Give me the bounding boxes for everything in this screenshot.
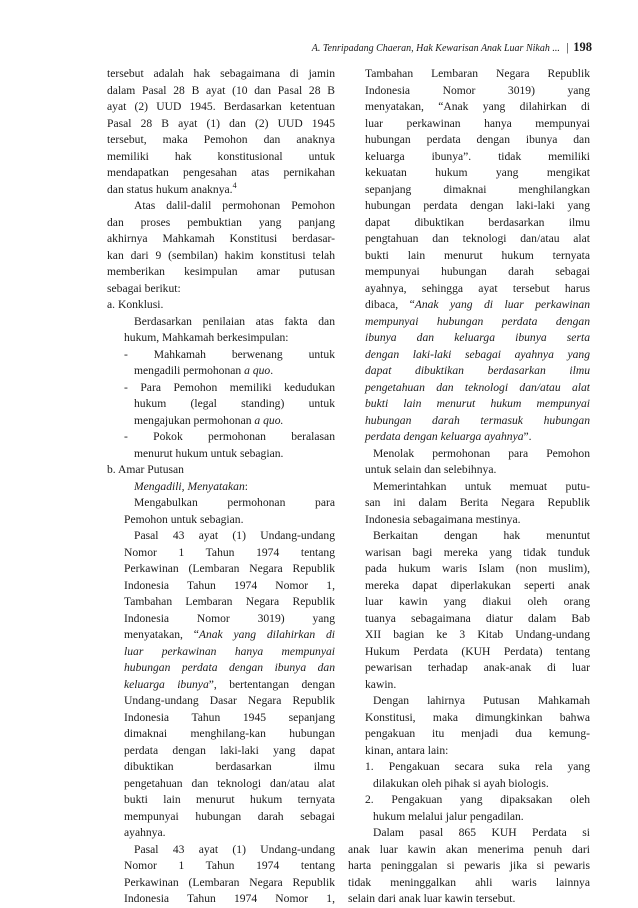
- text-line: [107, 528, 335, 545]
- text-segment: Undang-undang Dasar Negara Republik: [124, 694, 335, 707]
- text-segment: pada hukum waris Islam (non muslim),: [365, 562, 590, 575]
- text-segment: luar perkawinan hanya mempunyai: [365, 116, 590, 130]
- text-line: [348, 759, 590, 776]
- text-segment: luar perkawinan hanya mempunyai: [124, 644, 335, 658]
- text-segment: Dalam pasal 865 KUH Perdata si: [373, 826, 590, 839]
- text-line: [348, 149, 590, 166]
- text-line: [348, 809, 590, 826]
- text-segment: Anak yang dilahirkan di: [198, 628, 335, 641]
- text-line: [107, 215, 335, 232]
- text-line: [348, 116, 590, 133]
- text-line: [348, 644, 590, 661]
- text-segment: ”.: [523, 430, 532, 443]
- text-line: [107, 627, 335, 644]
- text-segment: kawin.: [365, 677, 397, 691]
- text-segment: Menolak permohonan para Pemohon: [373, 446, 590, 460]
- text-segment: a quo: [244, 364, 271, 377]
- text-segment: sepanjang dimaknai menghilangkan: [365, 182, 590, 196]
- text-segment: dan status hukum anaknya.: [107, 182, 233, 196]
- text-segment: hubungan darah termasuk hubungan: [365, 413, 590, 427]
- text-line: [107, 429, 335, 446]
- text-line: [348, 429, 590, 446]
- text-segment: mengadili permohonan: [134, 364, 245, 377]
- text-segment: Indonesia Nomor 3019) yang: [365, 83, 590, 97]
- text-segment: pengetahuan dan teknologi dan/atau alat: [124, 776, 335, 790]
- text-line: [107, 479, 335, 496]
- text-segment: - Mahkamah berwenang untuk: [124, 347, 335, 361]
- text-segment: bukti lain menurut hukum ternyata: [365, 248, 590, 262]
- text-segment: dalam Pasal 28 B ayat (10 dan Pasal 28 B: [107, 83, 335, 97]
- text-line: [348, 528, 590, 545]
- text-segment: XII bagian ke 3 Kitab Undang-undang: [365, 628, 590, 641]
- text-line: [107, 644, 335, 661]
- text-line: [348, 380, 590, 397]
- text-segment: mempunyai hubungan darah sebagai: [124, 809, 335, 823]
- text-segment: Mengadili, Menyatakan: [134, 479, 245, 493]
- text-segment: menurut hukum untuk sebagian.: [134, 446, 284, 460]
- text-line: [348, 875, 590, 892]
- text-segment: dimaknai menghilang-kan hubungan: [124, 727, 335, 740]
- text-segment: memiliki hak konstitusional untuk: [107, 149, 335, 163]
- running-header: [108, 40, 592, 56]
- text-line: [348, 363, 590, 380]
- text-segment: mendapatkan pengesahan atas pernikahan: [107, 166, 335, 179]
- text-line: [348, 578, 590, 595]
- text-line: [107, 165, 335, 182]
- text-segment: Hukum Perdata (KUH Perdata) tentang: [365, 644, 590, 658]
- text-segment: Berkaitan dengan hak menuntut: [373, 529, 590, 542]
- text-segment: Anak yang di luar perkawinan: [414, 298, 590, 311]
- text-line: [107, 611, 335, 628]
- text-line: [107, 792, 335, 809]
- text-segment: perdata dengan laki-laki yang dapat: [124, 743, 335, 757]
- text-line: [348, 512, 590, 529]
- text-line: [107, 858, 335, 875]
- text-segment: Pasal 43 ayat (1) Undang-undang: [134, 842, 335, 856]
- text-segment: mempunyai hubungan perdata dengan: [365, 314, 590, 328]
- text-segment: - Para Pemohon memiliki kedudukan: [124, 380, 335, 394]
- text-line: [348, 446, 590, 463]
- text-line: [348, 611, 590, 628]
- text-segment: Pasal 43 ayat (1) Undang-undang: [134, 529, 335, 542]
- text-segment: dibuktikan berdasarkan ilmu: [124, 760, 335, 773]
- text-line: [348, 413, 590, 430]
- text-segment: mempunyai hubungan darah sebagai: [365, 265, 590, 278]
- text-line: [348, 776, 590, 793]
- text-line: [348, 182, 590, 199]
- text-line: [107, 248, 335, 265]
- text-segment: tersebut adalah hak sebagaimana di jamin: [107, 67, 335, 80]
- text-segment: tersebut, maka Pemohon dan anaknya: [107, 133, 335, 146]
- text-segment: .: [270, 364, 274, 377]
- text-segment: menyatakan, “Anak yang dilahirkan di: [365, 100, 590, 113]
- text-line: [348, 314, 590, 331]
- text-segment: perdata dengan keluarga ayahnya: [365, 430, 524, 443]
- text-line: [107, 363, 335, 380]
- text-segment: luar kawin yang diakui oleh orang: [365, 595, 590, 608]
- text-line: [107, 891, 335, 908]
- text-line: [348, 479, 590, 496]
- text-segment: bukti lain menurut hukum ternyata: [124, 793, 335, 806]
- text-line: [107, 545, 335, 562]
- text-line: [348, 743, 590, 760]
- text-segment: hukum melalui jalur pengadilan.: [373, 809, 524, 823]
- left-column: [107, 66, 335, 908]
- text-line: [107, 396, 335, 413]
- text-segment: ayat (2) UUD 1945. Berdasarkan ketentuan: [107, 100, 335, 113]
- header-author: A. Tenripadang Chaeran,: [311, 43, 414, 54]
- text-line: [107, 677, 335, 694]
- text-segment: Pasal 28 B ayat (1) dan (2) UUD 1945: [107, 116, 335, 130]
- text-line: [348, 545, 590, 562]
- text-segment: ayahnya, sehingga ayat tersebut harus: [365, 281, 590, 295]
- text-segment: 1. Pengakuan secara suka rela yang: [365, 760, 590, 773]
- text-segment: Indonesia Tahun 1945 sepanjang: [124, 710, 335, 724]
- text-segment: Indonesia Nomor 3019) yang: [124, 611, 335, 625]
- text-segment: Nomor 1 Tahun 1974 tentang: [124, 545, 335, 559]
- text-line: [348, 677, 590, 694]
- text-segment: warisan bagi mereka yang tidak tunduk: [365, 545, 590, 559]
- text-segment: dengan laki-laki sebagai ayahnya yang: [365, 347, 590, 361]
- text-line: [348, 215, 590, 232]
- text-segment: Tambahan Lembaran Negara Republik: [365, 67, 590, 80]
- text-segment: Indonesia sebagaimana mestinya.: [365, 512, 521, 526]
- text-line: [348, 347, 590, 364]
- text-segment: dapat dibuktikan berdasarkan ilmu: [365, 364, 590, 377]
- text-segment: - Pokok permohonan beralasan: [124, 430, 335, 443]
- text-segment: dilakukan oleh pihak si ayah biologis.: [373, 776, 549, 790]
- text-line: [107, 149, 335, 166]
- text-segment: Indonesia Tahun 1974 Nomor 1,: [124, 892, 335, 905]
- text-line: [348, 281, 590, 298]
- text-line: [107, 116, 335, 133]
- text-segment: keluarga ibunya”. tidak memiliki: [365, 149, 590, 163]
- text-line: [107, 726, 335, 743]
- text-line: [107, 380, 335, 397]
- text-line: [107, 297, 335, 314]
- text-segment: hubungan perdata dengan ibunya dan: [124, 661, 335, 674]
- text-segment: Dengan lahirnya Putusan Mahkamah: [373, 694, 590, 707]
- page-number: 198: [573, 40, 592, 54]
- text-line: [107, 875, 335, 892]
- text-line: [107, 512, 335, 529]
- text-line: [348, 165, 590, 182]
- text-segment: Tambahan Lembaran Negara Republik: [124, 595, 335, 608]
- text-line: [107, 660, 335, 677]
- text-segment: keluarga ibunya: [124, 677, 209, 691]
- header-article-title: Hak Kewarisan Anak Luar Nikah ...: [416, 43, 560, 54]
- text-segment: akhirnya Mahkamah Konstitusi berdasar-: [107, 232, 335, 245]
- text-line: [348, 297, 590, 314]
- text-line: [107, 594, 335, 611]
- text-line: [348, 693, 590, 710]
- text-line: [348, 248, 590, 265]
- text-line: [348, 66, 590, 83]
- text-line: [348, 792, 590, 809]
- text-segment: pengtahuan dan teknologi dan/atau alat: [365, 232, 590, 245]
- text-segment: Pemohon untuk sebagian.: [124, 512, 244, 526]
- text-line: [348, 825, 590, 842]
- text-line: [107, 446, 335, 463]
- text-line: [348, 396, 590, 413]
- text-segment: harta peninggalan si pewaris jika si pewaris: [348, 859, 590, 872]
- text-segment: ayahnya.: [124, 826, 166, 839]
- text-line: [107, 231, 335, 248]
- text-segment: hubungan perdata dengan laki-laki yang: [365, 199, 590, 212]
- text-segment: kan dari 9 (sembilan) hakim konstitusi telah: [107, 248, 335, 262]
- text-line: [107, 743, 335, 760]
- text-line: [348, 627, 590, 644]
- text-segment: hukum, Mahkamah berkesimpulan:: [124, 331, 289, 344]
- right-column: [348, 66, 590, 908]
- text-segment: dibaca, “: [365, 298, 415, 311]
- text-segment: ibunya dan keluarga ibunya serta: [365, 331, 590, 344]
- text-line: [107, 776, 335, 793]
- text-line: [107, 83, 335, 100]
- text-segment: Mengabulkan permohonan para: [134, 496, 335, 509]
- text-line: [348, 462, 590, 479]
- text-line: [348, 660, 590, 677]
- text-line: [348, 891, 590, 908]
- text-line: [348, 330, 590, 347]
- text-segment: a. Konklusi.: [107, 298, 164, 311]
- text-segment: b. Amar Putusan: [107, 463, 184, 476]
- text-segment: tidak meninggalkan ahli waris lainnya: [348, 875, 590, 889]
- text-segment: kinan, antara lain:: [365, 743, 449, 757]
- text-line: [348, 198, 590, 215]
- text-segment: hukum (legal standing) untuk: [134, 397, 335, 410]
- text-line: [107, 825, 335, 842]
- text-line: [107, 99, 335, 116]
- text-segment: anak luar kawin akan menerima penuh dari: [348, 842, 590, 856]
- text-line: [348, 495, 590, 512]
- text-segment: untuk selain dan selebihnya.: [365, 463, 497, 476]
- text-segment: Perkawinan (Lembaran Negara Republik: [124, 875, 335, 889]
- text-segment: ”, bertentangan dengan: [208, 677, 335, 691]
- text-segment: bukti lain menurut hukum mempunyai: [365, 397, 590, 410]
- text-line: [348, 842, 590, 859]
- text-line: [107, 330, 335, 347]
- text-segment: Atas dalil-dalil permohonan Pemohon: [134, 199, 335, 212]
- text-segment: pewarisan terhadap anak-anak di luar: [365, 661, 590, 674]
- text-segment: san ini dalam Berita Negara Republik: [365, 496, 590, 509]
- text-line: [107, 347, 335, 364]
- text-segment: a quo.: [254, 413, 284, 427]
- text-segment: dan proses pembuktian yang panjang: [107, 215, 335, 229]
- text-line: [107, 66, 335, 83]
- text-line: [107, 281, 335, 298]
- text-segment: hubungan perdata dengan ibunya dan: [365, 133, 590, 146]
- text-line: [348, 264, 590, 281]
- text-segment: Memerintahkan untuk memuat putu-: [373, 479, 590, 493]
- text-line: [107, 462, 335, 479]
- text-segment: pengakuan itu menjadi dua kemung-: [365, 727, 590, 740]
- text-segment: tuanya sebagaimana diatur dalam Bab: [365, 611, 590, 625]
- text-segment: Nomor 1 Tahun 1974 tentang: [124, 859, 335, 872]
- text-line: [348, 561, 590, 578]
- text-segment: sebagai berikut:: [107, 281, 181, 295]
- text-line: [107, 578, 335, 595]
- text-line: [348, 83, 590, 100]
- text-segment: selain dari anak luar kawin tersebut.: [348, 892, 516, 905]
- text-line: [107, 132, 335, 149]
- footnote-ref: 4: [232, 181, 237, 190]
- text-line: [107, 693, 335, 710]
- text-line: [107, 759, 335, 776]
- text-line: [348, 710, 590, 727]
- text-segment: kekuatan hukum yang mengikat: [365, 166, 590, 179]
- text-line: [348, 594, 590, 611]
- text-segment: Berdasarkan penilaian atas fakta dan: [134, 314, 335, 328]
- text-segment: Perkawinan (Lembaran Negara Republik: [124, 562, 335, 575]
- text-line: [348, 132, 590, 149]
- text-segment: dapat dibuktikan berdasarkan ilmu: [365, 215, 590, 229]
- text-segment: pengetahuan dan teknologi dan/atau alat: [365, 380, 590, 394]
- text-segment: memberikan kesimpulan amar putusan: [107, 265, 335, 278]
- text-line: [107, 842, 335, 859]
- text-line: [348, 231, 590, 248]
- text-segment: menyatakan, “: [124, 628, 199, 641]
- text-segment: 2. Pengakuan yang dipaksakan oleh: [365, 793, 590, 806]
- text-line: [107, 413, 335, 430]
- header-separator: |: [566, 40, 569, 54]
- text-line: [107, 198, 335, 215]
- text-segment: :: [244, 479, 248, 493]
- text-line: [107, 710, 335, 727]
- text-line: [348, 858, 590, 875]
- text-line: [107, 561, 335, 578]
- text-line: [107, 809, 335, 826]
- text-line: [107, 495, 335, 512]
- text-segment: Indonesia Tahun 1974 Nomor 1,: [124, 578, 335, 592]
- text-line: [107, 182, 335, 199]
- text-line: [107, 264, 335, 281]
- text-line: [348, 726, 590, 743]
- text-line: [107, 314, 335, 331]
- text-line: [348, 99, 590, 116]
- text-segment: mengajukan permohonan: [134, 413, 255, 427]
- text-segment: Konstitusi, maka dimungkinkan bahwa: [365, 710, 590, 724]
- text-segment: mereka dapat diperlakukan seperti anak: [365, 578, 590, 592]
